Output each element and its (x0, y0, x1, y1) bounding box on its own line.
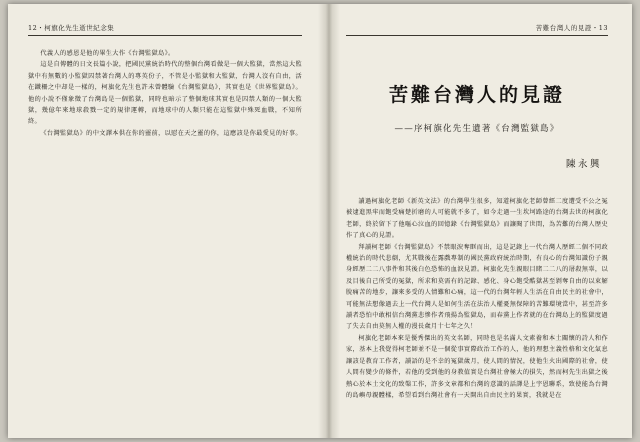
left-running-head: 12・柯旗化先生逝世紀念集 (28, 24, 115, 32)
paragraph: 讀過柯旗化老師《新英文法》的台灣學生很多，知道柯旗化老師曾經二度遭受不公之冤被逮進黑牢而飽受痛楚折磨的人可能就不多了，如今走過一生坎坷路途的台灣去世的柯旗化老師，終於留下了他嘔心泣血的回憶錄《台灣監獄島》而讓閱了世間，為苦難的台灣人歷史作了真心的見證。 (346, 198, 608, 240)
paragraph: 拜讀柯老師《台灣監獄島》不禁眼淚奪眶而出，這是記錄上一代台灣人歷經二個不同政權統治的時代悲劇，尤其戰後在露戲專制的國民黨政府統治時期，有良心的台灣知識份子親身經歷二二八事件和其後白色恐怖的血淚見證。柯旗化先生親眼目睹二二八的屠殺無辜，以及目後自己所受的冤獄，所求和莫需有的記錄、感化、身心飽受酷獄甚至剝奪自由的以束解脫痛苦的地步，讓來多受的人情難和心痛，這一代的台灣年輕人生活在自由民主的社會中，可能無法想像過去上一代台灣人是如何生活在法治人權憂無保障的苦難環境當中，甚至許多讀者恐怕中敢相信台灣黨悲慘作者飛揚為監獄島，而春黨上作者就的在台灣島上的監獄度過了失去自由莫無人權的漫長歲月十七年之久！ (346, 243, 608, 331)
paragraph: 這是自傳體的日文長篇小說，把國民黨統治時代的整個台灣看做是一個大監獄，當然這大監獄中有無數的小監獄囚禁著台灣人的專英份子，不管是小監獄和大監獄，台灣人沒有自由，活在鐵柵之中却是一樣的，柯旗化先生也許未曾體驗《台灣監獄島》，其實也是《世界監獄島》。他的小說不僅象徵了台灣島是一個監獄，同時也暗示了整個地球其實也是囚禁人類的一個大監獄，幾億年來地球殺戮一定的規律運轉，而地球中的人類只能在這監獄中殊死血戰，不知所終。 (28, 61, 302, 126)
page-title: 苦難台灣人的見證 (388, 84, 565, 106)
right-header-rule (346, 35, 608, 36)
book-gutter-shadow (318, 4, 340, 438)
left-header-rule (28, 35, 302, 36)
paragraph: 柯旗化老師本來是優秀傑出的英文名師，同時也是名滿人文素養和本土關懷的詩人和作家，基本上我覺得柯老師並不是一個從事實際政治工作的人，他的理想主義性格和文化氣息讓該是教育工作者，讀語的是不幸的冤獄歲月，使人間的情況，使他生火出國際的社會，使人間有變少的條件，若他的受到他的身教值實是台灣社會極大的損失，然而柯先生出獄之後熱心於本土文化的致槃工作，許多文章都和台灣的意識的話譯是上宇恩聯系，致使能為台灣的島嶼母親體樣，希望看到台灣社會有一天開出自由民主的果實，我就是在 (346, 334, 608, 399)
right-page (324, 4, 632, 438)
left-page (8, 4, 324, 438)
right-running-head: 苦難台灣人的見證・13 (535, 24, 608, 32)
page-spread (8, 4, 632, 438)
page-subtitle: ——序柯旗化先生遺著《台灣監獄島》 (394, 124, 560, 134)
author-byline: 陳永興 (565, 159, 602, 170)
right-body-text (346, 196, 608, 401)
left-body-text (28, 48, 302, 139)
paragraph: 代義人的感恩是他的畢生大作《台灣監獄島》。 (40, 50, 175, 57)
paragraph: 《台灣監獄島》的中文譯本供在你的靈前，以慰在天之靈的你，這應該是你最愛見的好事。 (40, 129, 302, 137)
title-block (346, 82, 608, 134)
